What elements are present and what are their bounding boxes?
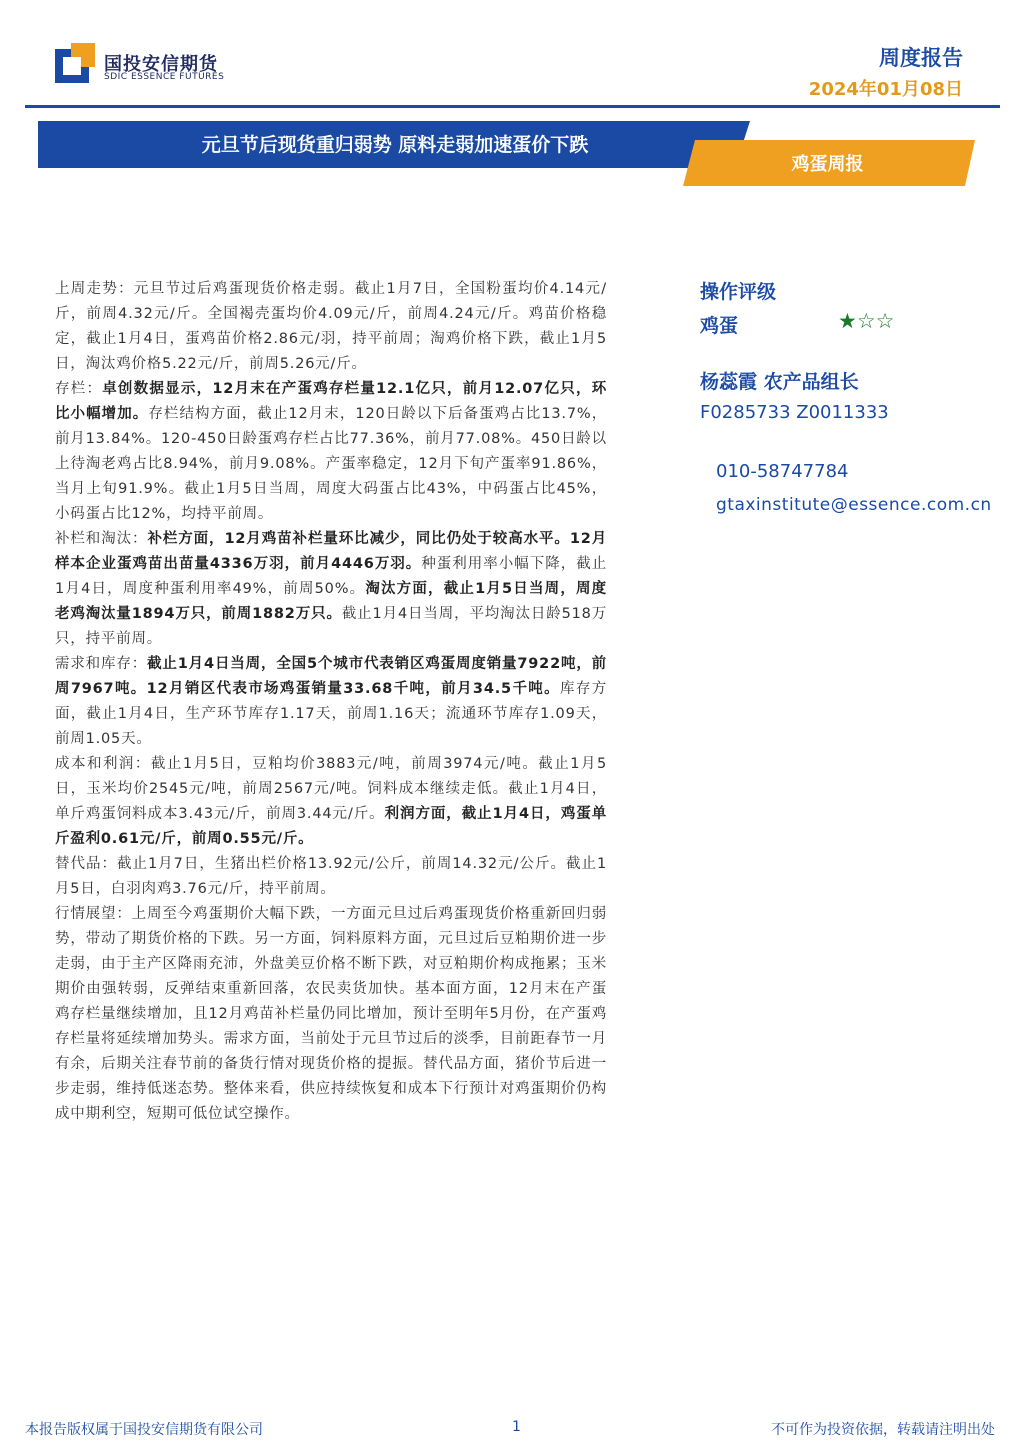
cull-detail: 截止1月4日当周，平均淘汰日龄518万只，持平前周。: [55, 606, 608, 647]
contact-phone: 010-58747784: [716, 461, 849, 482]
outlook-text: 行情展望：上周至今鸡蛋期价大幅下跌，一方面元旦过后鸡蛋现货价格重新回归弱势，带动了期货价格的下跌。另一方面，饲料原料方面，元旦过后豆粕期价进一步走弱，由于主产区降雨充沛，外盘美豆价格不断下跌，对豆粕期价构成拖累；玉米期价由强转弱，反弹结束重新回落，农民卖货加快。基本面方面，12月末在产蛋鸡存栏量继续增加，且12月鸡苗补栏量仍同比增加，预计至明年5月份，在产蛋鸡存栏量将延续增加势头。需求方面，当前处于元旦节过后的淡季，目前距春节一月有余，后期关注春节前的备货行情对现货价格的提振。替代品方面，猪价节后进一步走弱，维持低迷态势。整体来看，供应持续恢复和成本下行预计对鸡蛋期价仍构成中期利空，短期可低位试空操作。: [55, 906, 607, 1122]
paragraph-outlook: [55, 902, 607, 1127]
report-date: 2024年01月08日: [808, 79, 963, 100]
cull-highlight: 淘汰方面，截止1月5日当周，周度老鸡淘汰量1894万只，前周1882万只。: [55, 581, 607, 622]
demand-highlight: 截止1月4日当周，全国5个城市代表销区鸡蛋周度销量7922吨，前周7967吨。12月销区代表市场鸡蛋销量33.68千吨，前月34.5千吨。: [55, 656, 607, 697]
footer-copyright: 本报告版权属于国投安信期货有限公司: [25, 1422, 263, 1438]
inventory-heading: 存栏：: [55, 381, 103, 397]
report-type: 周度报告: [879, 46, 963, 70]
rating-item: 鸡蛋: [700, 315, 739, 337]
paragraph-substitutes: [55, 852, 607, 902]
company-logo-icon: [55, 43, 95, 83]
restock-heading: 补栏和淘汰：: [55, 531, 148, 547]
report-title: 元旦节后现货重归弱势 原料走弱加速蛋价下跌: [201, 134, 589, 156]
paragraph-cost-profit: [55, 752, 607, 852]
rating-label: 操作评级: [700, 281, 777, 303]
demand-detail: 库存方面，截止1月4日，生产环节库存1.17天，前周1.16天；流通环节库存1.09天，前周1.05天。: [55, 681, 607, 747]
paragraph-demand-stock: [55, 652, 607, 752]
weekly-trend-text: 上周走势：元旦节过后鸡蛋现货价格走弱。截止1月7日，全国粉蛋均价4.14元/斤，前周4.32元/斤。全国褐壳蛋均价4.09元/斤，前周4.24元/斤。鸡苗价格稳定，截止1月4日，蛋鸡苗价格2.86元/羽，持平前周；淘鸡价格下跌，截止1月5日，淘汰鸡价格5.22元/斤，前周5.26元/斤。: [55, 281, 607, 372]
analyst-license: F0285733 Z0011333: [700, 402, 889, 423]
page-number: 1: [512, 1419, 521, 1435]
cost-detail: 成本和利润：截止1月5日，豆粕均价3883元/吨，前周3974元/吨。截止1月5日，玉米均价2545元/吨，前周2567元/吨。饲料成本继续走低。截止1月4日，单斤鸡蛋饲料成本3.43元/斤，前周3.44元/斤。: [55, 756, 607, 822]
contact-email[interactable]: gtaxinstitute@essence.com.cn: [716, 495, 992, 515]
paragraph-restock-cull: [55, 527, 607, 652]
report-category-tag: 鸡蛋周报: [791, 154, 864, 175]
analyst-name: 杨蕊霞 农产品组长: [700, 371, 859, 393]
demand-heading: 需求和库存：: [55, 656, 148, 672]
restock-highlight: 补栏方面，12月鸡苗补栏量环比减少，同比仍处于较高水平。12月样本企业蛋鸡苗出苗量4336万羽，前月4446万羽。: [55, 531, 607, 572]
report-body: [55, 277, 607, 1127]
rating-stars-icon: ★☆☆: [838, 309, 895, 333]
paragraph-weekly-trend: [55, 277, 607, 377]
logo-name-en: SDIC ESSENCE FUTURES: [104, 72, 225, 82]
inventory-highlight: 卓创数据显示，12月末在产蛋鸡存栏量12.1亿只，前月12.07亿只，环比小幅增加。: [55, 381, 607, 422]
paragraph-inventory: [55, 377, 607, 527]
restock-detail: 种蛋利用率小幅下降，截止1月4日，周度种蛋利用率49%，前周50%。: [55, 556, 607, 597]
profit-highlight: 利润方面，截止1月4日，鸡蛋单斤盈利0.61元/斤，前周0.55元/斤。: [55, 806, 607, 847]
inventory-detail: 存栏结构方面，截止12月末，120日龄以下后备蛋鸡占比13.7%，前月13.84%。120-450日龄蛋鸡存栏占比77.36%，前月77.08%。450日龄以上待淘老鸡占比8.94%，前月9.08%。产蛋率稳定，12月下旬产蛋率91.86%，当月上旬91.9%。截止1月5日当周，周度大码蛋占比43%，中码蛋占比45%，小码蛋占比12%，均持平前周。: [55, 406, 607, 522]
header-divider: [25, 105, 1000, 108]
footer-disclaimer: 不可作为投资依据，转载请注明出处: [771, 1422, 995, 1438]
logo-name-cn: 国投安信期货: [104, 54, 218, 75]
substitutes-text: 替代品：截止1月7日，生猪出栏价格13.92元/公斤，前周14.32元/公斤。截止1月5日，白羽肉鸡3.76元/斤，持平前周。: [55, 856, 607, 897]
